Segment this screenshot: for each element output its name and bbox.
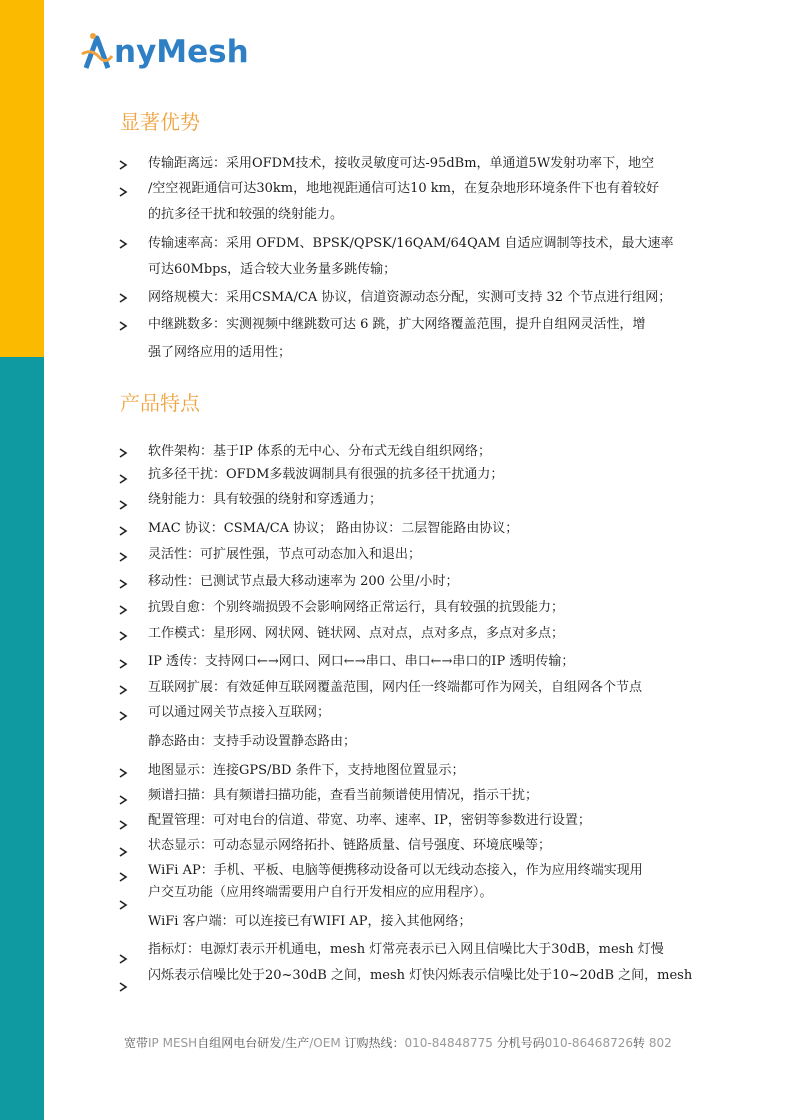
footer-text: 分机号码 xyxy=(492,1036,545,1050)
feature-line: 软件架构：基于IP 体系的无中心、分布式无线自组织网络； xyxy=(148,444,492,459)
bullet-arrow-icon xyxy=(118,293,128,303)
footer-text: 802 xyxy=(645,1036,672,1050)
feature-line: 移动性：已测试节点最大移动速率为 200 公里/小时； xyxy=(148,574,459,589)
feature-line: 抗毁自愈：个别终端损毁不会影响网络正常运行，具有较强的抗毁能力； xyxy=(148,600,565,615)
feature-line: WiFi AP：手机、平板、电脑等便携移动设备可以无线动态接入，作为应用终端实现用 xyxy=(148,863,643,878)
feature-line: IP 透传：支持网口←→网口、网口←→串口、串口←→串口的IP 透明传输； xyxy=(148,654,575,669)
bullet-arrow-icon xyxy=(118,954,128,964)
feature-line: 灵活性：可扩展性强，节点可动态加入和退出； xyxy=(148,547,422,562)
bullet-arrow-icon xyxy=(118,474,128,484)
bullet-arrow-icon xyxy=(118,900,128,910)
bullet-arrow-icon xyxy=(118,711,128,721)
bullet-arrow-icon xyxy=(118,160,128,170)
footer-text: 订购热线： xyxy=(340,1036,405,1050)
advantage-line: 强了网络应用的适用性； xyxy=(148,345,292,360)
advantage-line: 传输距离远：采用OFDM技术，接收灵敏度可达-95dBm，单通道5W发射功率下，地空 xyxy=(148,156,655,171)
feature-line: 静态路由：支持手动设置静态路由； xyxy=(148,734,357,749)
section-title-advantages: 显著优势 xyxy=(120,110,200,134)
bullet-arrow-icon xyxy=(118,982,128,992)
bullet-arrow-icon xyxy=(118,872,128,882)
bullet-arrow-icon xyxy=(118,448,128,458)
bullet-arrow-icon xyxy=(118,768,128,778)
bullet-arrow-icon xyxy=(118,500,128,510)
feature-line: 频谱扫描：具有频谱扫描功能，查看当前频谱使用情况，指示干扰； xyxy=(148,788,539,803)
bullet-arrow-icon xyxy=(118,659,128,669)
feature-line: 互联网扩展：有效延伸互联网覆盖范围，网内任一终端都可作为网关，自组网各个节点 xyxy=(148,680,643,695)
bullet-arrow-icon xyxy=(118,631,128,641)
bullet-arrow-icon xyxy=(118,795,128,805)
section-title-features: 产品特点 xyxy=(120,391,200,415)
bullet-arrow-icon xyxy=(118,820,128,830)
bullet-arrow-icon xyxy=(118,239,128,249)
footer-text: IP MESH xyxy=(148,1036,198,1050)
footer-phone: 010-86468726 xyxy=(544,1036,633,1050)
advantage-line: 中继跳数多：实测视频中继跳数可达 6 跳，扩大网络覆盖范围，提升自组网灵活性，增 xyxy=(148,317,646,332)
feature-line: 闪烁表示信噪比处于20~30dB 之间，mesh 灯快闪烁表示信噪比处于10~20dB 之间，mesh xyxy=(148,968,693,983)
bullet-arrow-icon xyxy=(118,552,128,562)
bullet-arrow-icon xyxy=(118,526,128,536)
bullet-arrow-icon xyxy=(118,321,128,331)
bullet-arrow-icon xyxy=(118,579,128,589)
footer-text: / xyxy=(281,1036,286,1050)
feature-line: 抗多径干扰：OFDM多载波调制具有很强的抗多径干扰通力； xyxy=(148,467,504,482)
bullet-arrow-icon xyxy=(118,847,128,857)
footer-text: 生产 xyxy=(285,1036,310,1050)
feature-line: 工作模式：星形网、网状网、链状网、点对点，点对多点，多点对多点； xyxy=(148,626,565,641)
feature-line: 户交互功能（应用终端需要用户自行开发相应的应用程序）。 xyxy=(148,885,493,900)
advantage-line: /空空视距通信可达30km，地地视距通信可达10 km，在复杂地形环境条件下也有着较好 xyxy=(148,181,660,196)
advantage-line: 可达60Mbps，适合较大业务量多跳传输； xyxy=(148,262,397,277)
footer-text: 自组网电台研发 xyxy=(197,1036,282,1050)
footer-text: 宽带 xyxy=(124,1036,149,1050)
feature-line: 地图显示：连接GPS/BD 条件下，支持地图位置显示； xyxy=(148,763,465,778)
footer-phone: 010-84848775 xyxy=(404,1036,493,1050)
advantage-line: 传输速率高：采用 OFDM、BPSK/QPSK/16QAM/64QAM 自适应调制等技术，最大速率 xyxy=(148,236,674,251)
advantage-line: 网络规模大：采用CSMA/CA 协议，信道资源动态分配，实测可支持 32 个节点进行组网； xyxy=(148,290,672,305)
bullet-arrow-icon xyxy=(118,685,128,695)
footer-text: 转 xyxy=(632,1036,645,1050)
bullet-arrow-icon xyxy=(118,187,128,197)
feature-line: 绕射能力：具有较强的绕射和穿透通力； xyxy=(148,492,383,507)
bullet-arrow-icon xyxy=(118,605,128,615)
feature-line: 状态显示：可动态显示网络拓扑、链路质量、信号强度、环境底噪等； xyxy=(148,838,552,853)
feature-line: 配置管理：可对电台的信道、带宽、功率、速率、IP，密钥等参数进行设置； xyxy=(148,813,591,828)
feature-line: MAC 协议：CSMA/CA 协议； 路由协议：二层智能路由协议； xyxy=(148,521,519,536)
feature-line: 指标灯：电源灯表示开机通电，mesh 灯常亮表示已入网且信噪比大于30dB，mesh 灯慢 xyxy=(148,942,664,957)
logo-text: nyMesh xyxy=(114,34,249,70)
advantage-line: 的抗多径干扰和较强的绕射能力。 xyxy=(148,207,344,222)
footer-text: /OEM xyxy=(309,1036,341,1050)
feature-line: 可以通过网关节点接入互联网； xyxy=(148,705,331,720)
feature-line: WiFi 客户端：可以连接已有WIFI AP，接入其他网络； xyxy=(148,914,472,929)
page-footer xyxy=(124,1034,672,1051)
